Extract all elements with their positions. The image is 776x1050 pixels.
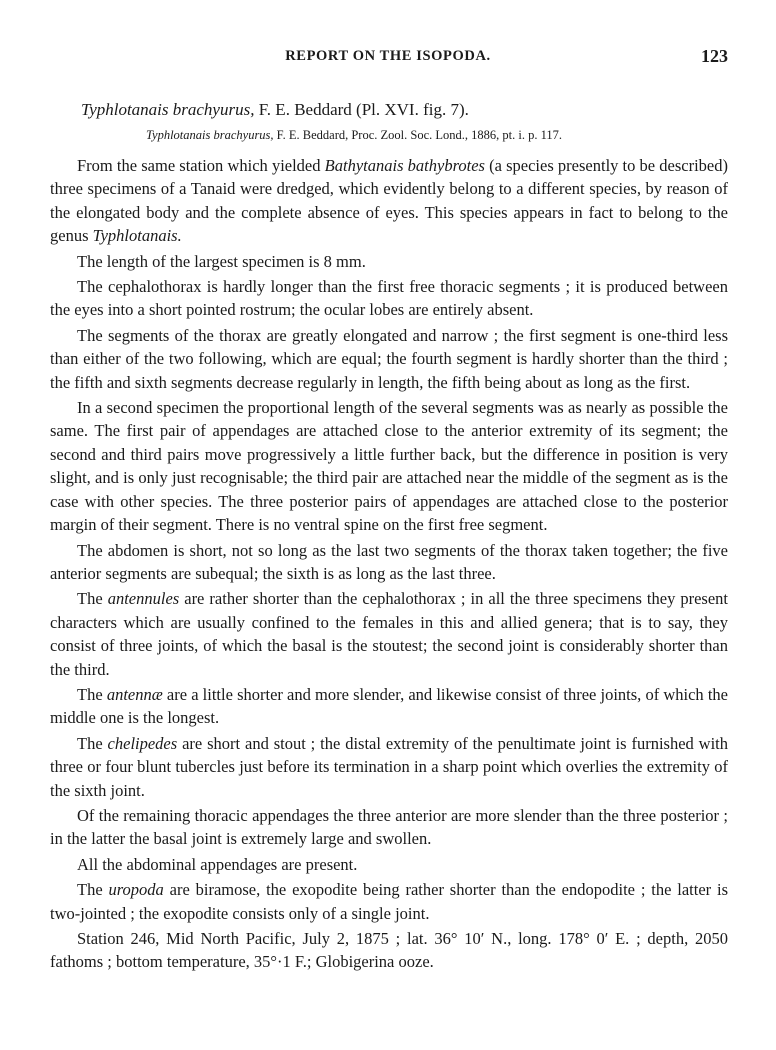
paragraph-abdomen: The abdomen is short, not so long as the last two segments of the thorax taken together; the five anterior segments are subequal; the sixth is as long as the last three.	[50, 540, 728, 583]
paragraph-second-specimen: In a second specimen the proportional length of the several segments was as nearly as possible the same. The first pair of appendages are attached close to the anterior extremity of its segment; the second and third pairs move progressively a little further back, but the difference in position is very slight, and is only just recognisable; the third pair are attached near the middle of the segment as is the case with other species. The three posterior pairs of appendages are attached close to the posterior margin of their segment. There is no ventral spine on the first free segment.	[50, 398, 728, 535]
paragraph-length: The length of the largest specimen is 8 mm.	[77, 251, 366, 271]
species-ref-citation: F. E. Beddard, Proc. Zool. Soc. Lond., 1886, pt. i. p. 117.	[273, 128, 562, 142]
paragraph-uropoda: The uropoda are biramose, the exopodite being rather shorter than the endopodite ; the latter is two-jointed ; the exopodite consists only of a single joint.	[50, 880, 728, 923]
species-ref-name: Typhlotanais brachyurus,	[146, 128, 274, 142]
page-number: 123	[701, 46, 728, 66]
paragraph-antennae: The antennæ are a little shorter and more slender, and likewise consist of three joints, of which the middle one is the longest.	[50, 684, 728, 728]
species-reference	[146, 125, 728, 145]
paragraph-thorax-segments: The segments of the thorax are greatly elongated and narrow ; the first segment is one-third less than either of the two following, which are equal; the fourth segment is hardly shorter than the third ; the fifth and sixth segments decrease regularly in length, the fifth being about as long as the first.	[50, 325, 728, 392]
running-header	[0, 46, 776, 70]
paragraph-thoracic-appendages: Of the remaining thoracic appendages the three anterior are more slender than the three posterior ; in the latter the basal joint is extremely large and swollen.	[50, 805, 728, 849]
species-name: Typhlotanais brachyurus,	[81, 100, 255, 119]
paragraph-cephalothorax: The cephalothorax is hardly longer than the first free thoracic segments ; it is produced between the eyes into a short pointed rostrum; the ocular lobes are entirely absent.	[50, 277, 728, 320]
paragraph-antennules: The antennules are rather shorter than the cephalothorax ; in all the three specimens they present characters which are usually confined to the females in this and allied genera; that is to say, they consist of three joints, of which the basal is the stoutest; the second joint is considerably shorter than the third.	[50, 589, 728, 679]
species-authority: F. E. Beddard (Pl. XVI. fig. 7).	[254, 100, 469, 119]
article-body	[50, 98, 728, 974]
species-heading	[81, 98, 728, 122]
paragraph-chelipedes: The chelipedes are short and stout ; the distal extremity of the penultimate joint is furnished with three or four blunt tubercles just before its termination in a sharp point which overlies the extremity of the sixth joint.	[50, 733, 728, 800]
paragraph-station-data: Station 246, Mid North Pacific, July 2, 1875 ; lat. 36° 10′ N., long. 178° 0′ E. ; depth, 2050 fathoms ; bottom temperature, 35°·1 F.; Globigerina ooze.	[50, 929, 728, 972]
paragraph-abdominal-appendages: All the abdominal appendages are present.	[77, 854, 358, 874]
paragraph-station-origin: From the same station which yielded Bathytanais bathybrotes (a species presently to be described) three specimens of a Tanaid were dredged, which evidently belong to a different species, by reason of the elongated body and the complete absence of eyes. This species appears in fact to belong to the genus Typhlotanais.	[50, 156, 729, 246]
running-title: REPORT ON THE ISOPODA.	[285, 48, 491, 64]
